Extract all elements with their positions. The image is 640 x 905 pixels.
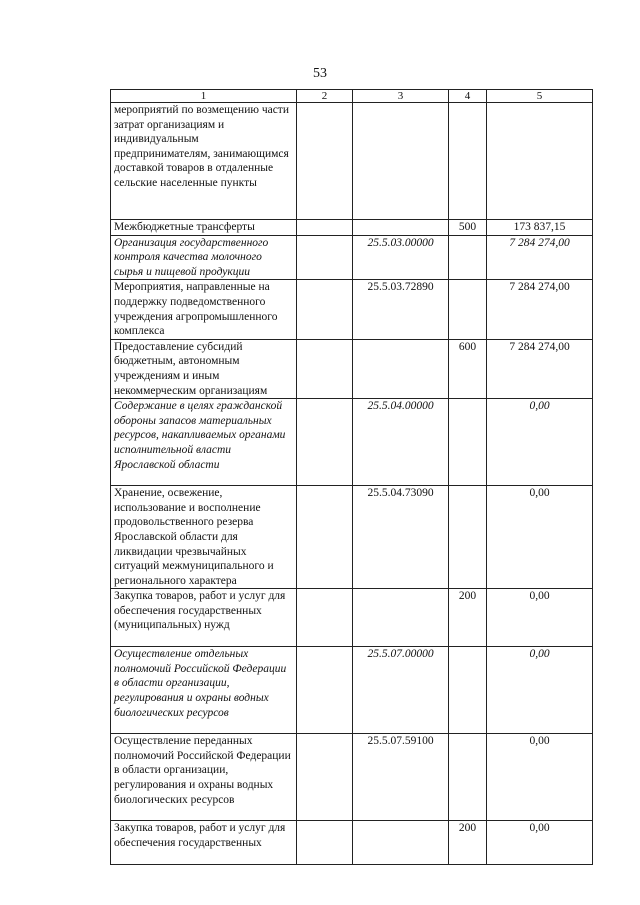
row-col2 <box>297 399 353 486</box>
row-name: мероприятий по возмещению части затрат организациям и индивидуальным предпринимателям, занимающимся доставкой товаров в отдаленные сельские населенные пункты <box>111 103 297 220</box>
row-amount: 0,00 <box>487 734 593 821</box>
row-col2 <box>297 647 353 734</box>
table-row <box>111 647 593 734</box>
row-name: Предоставление субсидий бюджетным, автономным учреждениям и иным некоммерческим организациям <box>111 339 297 398</box>
row-code <box>353 339 449 398</box>
row-type: 200 <box>449 589 487 647</box>
table-row <box>111 220 593 236</box>
row-amount: 0,00 <box>487 399 593 486</box>
row-name: Межбюджетные трансферты <box>111 220 297 236</box>
row-amount: 0,00 <box>487 647 593 734</box>
row-col2 <box>297 280 353 339</box>
row-type <box>449 734 487 821</box>
col-header-4: 4 <box>449 90 487 103</box>
row-amount: 0,00 <box>487 821 593 865</box>
col-header-1: 1 <box>111 90 297 103</box>
col-header-2: 2 <box>297 90 353 103</box>
row-col2 <box>297 235 353 280</box>
row-amount <box>487 103 593 220</box>
row-type: 500 <box>449 220 487 236</box>
row-name: Осуществление отдельных полномочий Российской Федерации в области организации, регулирования и охраны водных биологических ресурсов <box>111 647 297 734</box>
row-name: Закупка товаров, работ и услуг для обеспечения государственных <box>111 821 297 865</box>
row-name: Содержание в целях гражданской обороны запасов материальных ресурсов, накапливаемых органами исполнительной власти Ярославской области <box>111 399 297 486</box>
row-name: Мероприятия, направленные на поддержку подведомственного учреждения агропромышленного комплекса <box>111 280 297 339</box>
col-header-5: 5 <box>487 90 593 103</box>
row-code: 25.5.04.73090 <box>353 486 449 589</box>
table-row <box>111 339 593 398</box>
row-code <box>353 103 449 220</box>
row-col2 <box>297 486 353 589</box>
table-row <box>111 280 593 339</box>
row-amount: 7 284 274,00 <box>487 235 593 280</box>
row-name: Хранение, освежение, использование и восполнение продовольственного резерва Ярославской области для ликвидации чрезвычайных ситуаций межмуниципального и регионального характера <box>111 486 297 589</box>
budget-table <box>110 89 593 865</box>
row-type <box>449 486 487 589</box>
row-amount: 7 284 274,00 <box>487 339 593 398</box>
row-type <box>449 399 487 486</box>
row-col2 <box>297 339 353 398</box>
row-code <box>353 589 449 647</box>
table-row <box>111 821 593 865</box>
row-amount: 7 284 274,00 <box>487 280 593 339</box>
row-amount: 0,00 <box>487 589 593 647</box>
table-row <box>111 103 593 220</box>
row-amount: 173 837,15 <box>487 220 593 236</box>
row-code <box>353 220 449 236</box>
row-name: Осуществление переданных полномочий Российской Федерации в области организации, регулирования и охраны водных биологических ресурсов <box>111 734 297 821</box>
page-number: 53 <box>313 66 327 81</box>
table-row <box>111 589 593 647</box>
row-type <box>449 647 487 734</box>
row-code: 25.5.03.00000 <box>353 235 449 280</box>
row-type: 600 <box>449 339 487 398</box>
row-code: 25.5.07.00000 <box>353 647 449 734</box>
col-header-3: 3 <box>353 90 449 103</box>
row-col2 <box>297 103 353 220</box>
table-row <box>111 235 593 280</box>
row-col2 <box>297 734 353 821</box>
row-code: 25.5.04.00000 <box>353 399 449 486</box>
row-type <box>449 235 487 280</box>
header-row <box>111 90 593 103</box>
row-col2 <box>297 589 353 647</box>
table-row <box>111 486 593 589</box>
row-code <box>353 821 449 865</box>
row-type <box>449 280 487 339</box>
row-name: Организация государственного контроля качества молочного сырья и пищевой продукции <box>111 235 297 280</box>
row-type <box>449 103 487 220</box>
row-code: 25.5.03.72890 <box>353 280 449 339</box>
row-name: Закупка товаров, работ и услуг для обеспечения государственных (муниципальных) нужд <box>111 589 297 647</box>
row-type: 200 <box>449 821 487 865</box>
table-row <box>111 399 593 486</box>
row-col2 <box>297 821 353 865</box>
row-code: 25.5.07.59100 <box>353 734 449 821</box>
row-amount: 0,00 <box>487 486 593 589</box>
table-row <box>111 734 593 821</box>
row-col2 <box>297 220 353 236</box>
